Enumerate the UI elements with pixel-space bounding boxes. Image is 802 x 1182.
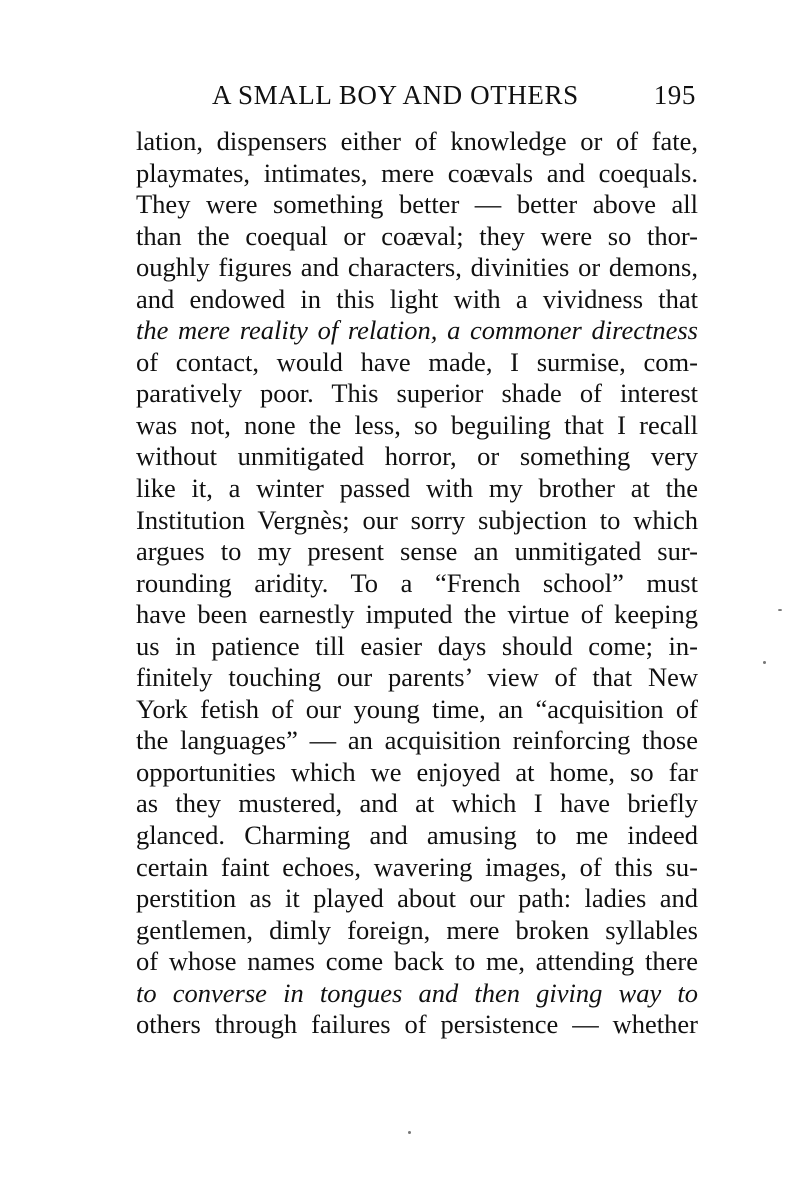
text-line: lation, dispensers either of knowledge or of fate, [136,126,698,156]
text-line: than the coequal or coæval; they were so thor- [136,220,698,251]
text-line: perstition as it played about our path: ladies and [136,883,698,914]
text-line: York fetish of our young time, an “acquisition of [136,693,698,724]
text-line: to converse in tongues and then giving way to [136,977,698,1008]
scan-speck [778,609,782,611]
text-line: of contact, would have made, I surmise, com- [136,346,698,377]
text-line: finitely touching our parents’ view of that New [136,662,698,693]
text-line: Institution Vergnès; our sorry subjection to which [136,504,698,535]
text-line: They were something better — better above all [136,189,698,220]
text-line: like it, a winter passed with my brother at the [136,473,698,504]
text-line: argues to my present sense an unmitigated sur- [136,536,698,567]
text-line: certain faint echoes, wavering images, of this su- [136,851,698,882]
text-line: us in patience till easier days should come; in- [136,630,698,661]
running-title: A SMALL BOY AND OTHERS [212,80,579,110]
text-line: others through failures of persistence — whether [136,1009,698,1040]
text-line: glanced. Charming and amusing to me indeed [136,820,698,851]
scan-speck [763,661,766,664]
text-line: oughly figures and characters, divinities or demons, [136,252,698,283]
text-line: opportunities which we enjoyed at home, so far [136,756,698,787]
text-line: and endowed in this light with a vividness that [136,283,698,314]
text-line: of whose names come back to me, attending there [136,946,698,977]
text-line: the languages” — an acquisition reinforcing those [136,725,698,756]
body-text [136,126,698,1041]
text-line: rounding aridity. To a “French school” must [136,567,698,598]
running-header [212,80,696,116]
scan-speck [408,1131,411,1134]
text-line: as they mustered, and at which I have briefly [136,788,698,819]
text-line: the mere reality of relation, a commoner directness [136,315,698,346]
page-number: 195 [653,80,696,110]
text-line: without unmitigated horror, or something very [136,441,698,472]
text-line: gentlemen, dimly foreign, mere broken syllables [136,914,698,945]
text-line: have been earnestly imputed the virtue of keeping [136,599,698,630]
text-line: playmates, intimates, mere coævals and coequals. [136,157,698,188]
text-line: paratively poor. This superior shade of interest [136,378,698,409]
text-line: was not, none the less, so beguiling that I recall [136,409,698,440]
